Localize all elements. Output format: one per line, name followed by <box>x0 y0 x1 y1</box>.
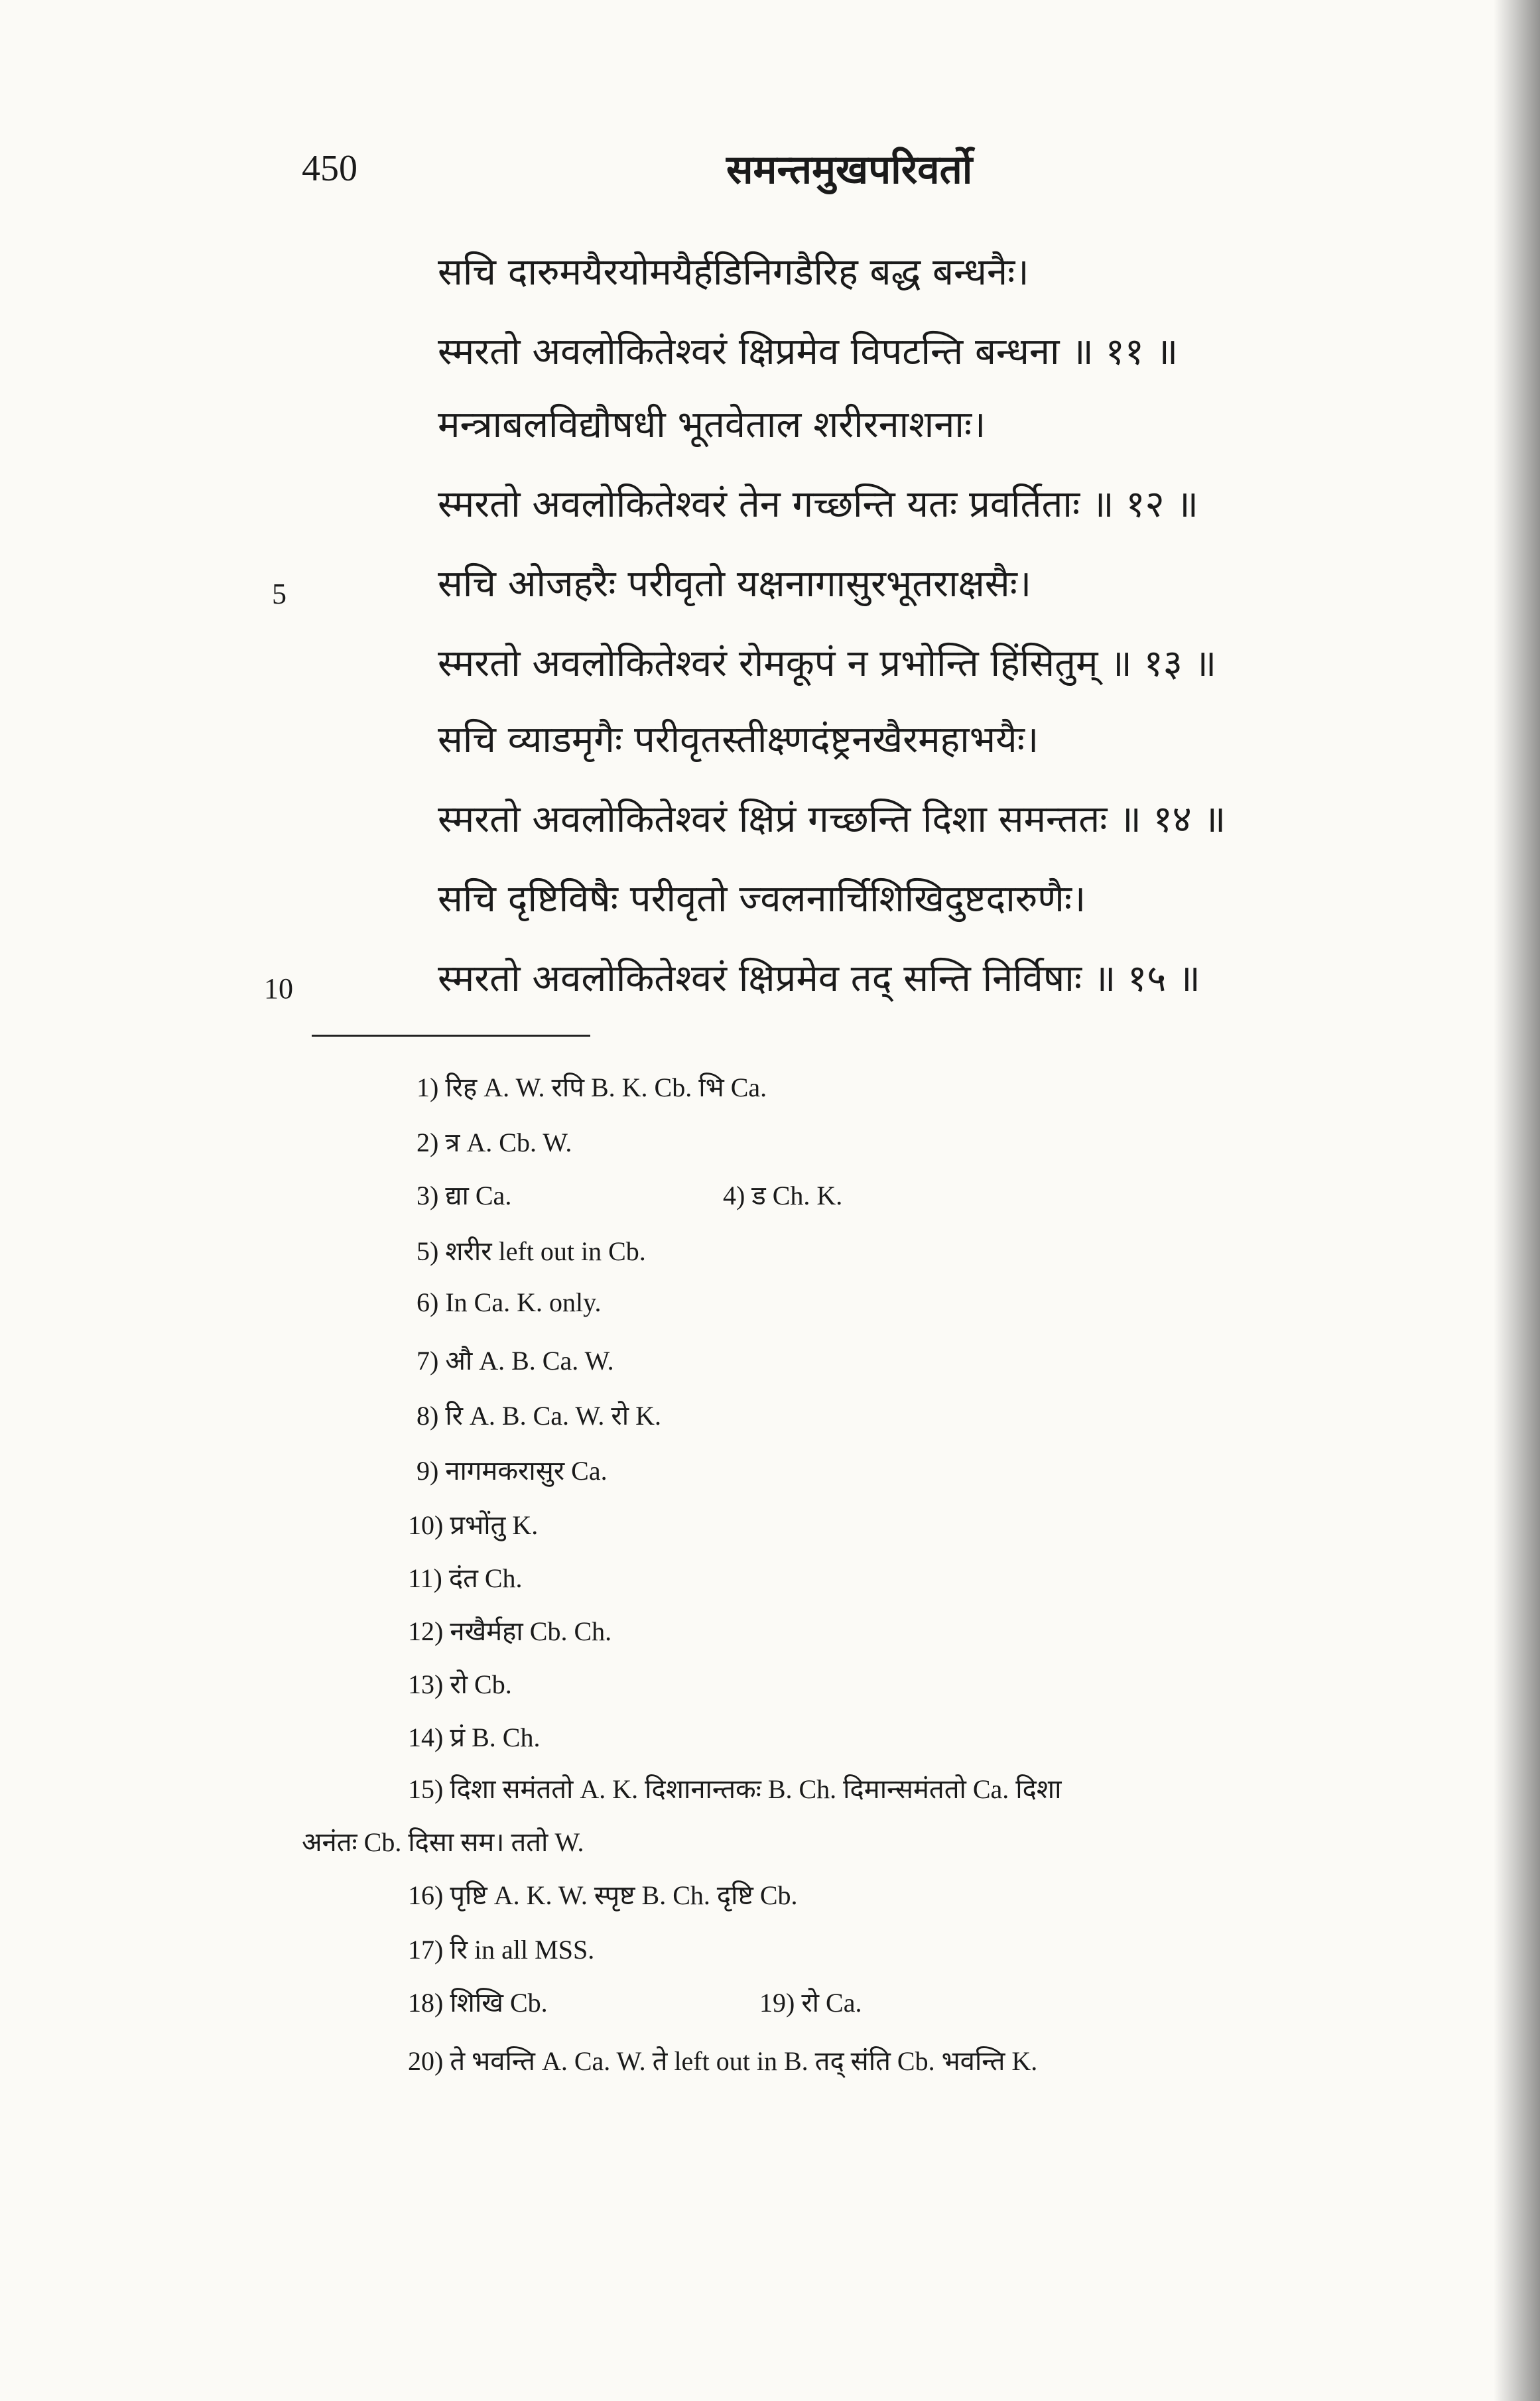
running-title: समन्तमुखपरिवर्तो <box>726 147 973 193</box>
line-number: 10 <box>264 972 293 1005</box>
footnote: 19) रो Ca. <box>759 1988 862 2018</box>
footnote: 20) ते भवन्ति A. Ca. W. ते left out in B. तद् संति Cb. भवन्ति K. <box>408 2046 1038 2076</box>
footnote: 17) रि in all MSS. <box>408 1935 595 1965</box>
footnote: 4) ड Ch. K. <box>723 1181 843 1210</box>
verse-line: स्मरतो अवलोकितेश्वरं तेन गच्छन्ति यतः प्रवर्तिताः ॥ १२ ॥ <box>438 483 1198 526</box>
footnote: 3) द्या Ca. <box>417 1181 512 1210</box>
footnote: 16) पृष्टि A. K. W. स्पृष्ट B. Ch. दृष्टि Cb. <box>408 1880 798 1910</box>
verse-line: सचि दारुमयैरयोमयैर्हडिनिगडैरिह बद्ध बन्धनैः। <box>438 251 1029 294</box>
page-edge-shadow <box>1494 0 1540 2401</box>
footnote: 5) शरीर left out in Cb. <box>417 1236 646 1266</box>
page-number: 450 <box>302 148 357 189</box>
verse-line: स्मरतो अवलोकितेश्वरं क्षिप्रं गच्छन्ति दिशा समन्ततः ॥ १४ ॥ <box>438 798 1226 841</box>
footnote: 2) त्र A. Cb. W. <box>417 1128 572 1157</box>
footnote: 6) In Ca. K. only. <box>417 1287 602 1317</box>
footnote: अनंतः Cb. दिसा सम। ततो W. <box>302 1827 584 1857</box>
line-number: 5 <box>272 578 287 610</box>
footnote: 13) रो Cb. <box>408 1669 512 1699</box>
footnote: 9) नागमकरासुर Ca. <box>417 1456 608 1486</box>
verse-line: सचि दृष्टिविषैः परीवृतो ज्वलनार्चिशिखिदुष्टदारुणैः। <box>438 877 1086 921</box>
verse-line: स्मरतो अवलोकितेश्वरं क्षिप्रमेव तद् सन्ति निर्विषाः ॥ १५ ॥ <box>438 957 1200 1000</box>
verse-line: सचि व्याडमृगैः परीवृतस्तीक्ष्णदंष्ट्रनखैरमहाभयैः। <box>438 718 1039 761</box>
footnote: 11) दंत Ch. <box>408 1563 523 1593</box>
footnote: 7) औ A. B. Ca. W. <box>417 1346 614 1376</box>
footnote: 18) शिखि Cb. <box>408 1988 548 2018</box>
footnote: 15) दिशा समंततो A. K. दिशानान्तकः B. Ch. दिमान्समंततो Ca. दिशा <box>408 1774 1062 1804</box>
footnote: 8) रि A. B. Ca. W. रो K. <box>417 1401 662 1431</box>
verse-line: सचि ओजहरैः परीवृतो यक्षनागासुरभूतराक्षसैः। <box>438 562 1032 606</box>
footnote-rule <box>312 1035 590 1037</box>
footnote: 14) प्रं B. Ch. <box>408 1722 541 1752</box>
verse-line: स्मरतो अवलोकितेश्वरं रोमकूपं न प्रभोन्ति हिंसितुम् ॥ १३ ॥ <box>438 642 1217 685</box>
verse-line: मन्त्राबलविद्यौषधी भूतवेताल शरीरनाशनाः। <box>438 403 986 446</box>
footnote: 12) नखैर्महा Cb. Ch. <box>408 1616 612 1646</box>
verse-line: स्मरतो अवलोकितेश्वरं क्षिप्रमेव विपटन्ति बन्धना ॥ ११ ॥ <box>438 330 1179 373</box>
footnote: 10) प्रभोंतु K. <box>408 1510 539 1540</box>
footnote: 1) रिह A. W. रपि B. K. Cb. भि Ca. <box>417 1072 767 1102</box>
